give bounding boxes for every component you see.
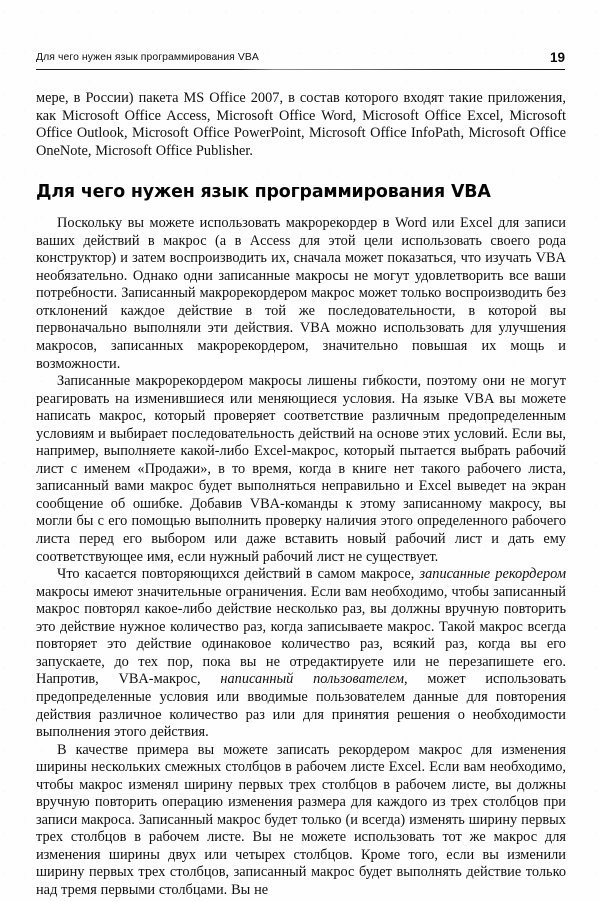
paragraph-text-segment: макросы имеют значительные ограничения. Если вам необходимо, чтобы записанный макрос повторял какое-либо действие несколько раз, вы должны вручную повторить это действие нужное количество раз, когда записываете макрос. Такой макрос всегда повторяет это действие одинаковое количество раз, всякий раз, когда вы его запускаете, до тех пор, пока вы не отредактируете или не перезапишете его. Напротив, VBA-макрос,	[36, 583, 566, 688]
emphasis-recorded-by-recorder: записанные рекордером	[419, 566, 566, 583]
paragraph-recorded-macros-limits: Записанные макрорекордером макросы лишены гибкости, поэтому они не могут реагировать на изменившиеся или меняющиеся условия. На языке VBA вы можете написать макрос, который проверяет соответствие различным предопределенным условиям и выбирает последовательность действий на основе этих условий. Если вы, например, выполняете какой-либо Excel-макрос, который пытается выбрать рабочий лист с именем «Продажи», в то время, когда в книге нет такого рабочего листа, записанный вами макрос будет выполняться неправильно и Excel выведет на экран сообщение об ошибке. Добавив VBA-команды к этому записанному макросу, вы могли бы с его помощью выполнить проверку наличия этого определенного рабочего листа перед его выбором или даже вставить новый рабочий лист и дать ему соответствующее имя, если нужный рабочий лист не существует.	[36, 373, 566, 565]
paragraph-macro-recorder-intro: Поскольку вы можете использовать макрорекордер в Word или Excel для записи ваших действий в макрос (а в Access для этой цели использовать своего рода конструктор) и затем воспроизводить их, сначала может показаться, что изучать VBA необязательно. Однако одни записанные макросы не могут удовлетворить все ваши потребности. Записанный макрорекордером макрос может только воспроизводить без отклонений каждое действие в той же последовательности, в которой вы первоначально выполняли эти действия. VBA можно использовать для улучшения макросов, записанных макрорекордером, значительно повышая их мощь и возможности.	[36, 215, 566, 372]
paragraph-text-segment: Что касается повторяющихся действий в самом макросе,	[57, 566, 420, 583]
paragraph-continuation: мере, в России) пакета MS Office 2007, в состав которого входят такие приложения, как Microsoft Office Access, Microsoft Office Word, Microsoft Office Excel, Microsoft Office Outlook, Microsoft Office PowerPoint, Microsoft Office InfoPath, Microsoft Office OneNote, Microsoft Office Publisher.	[36, 90, 566, 159]
running-head	[36, 52, 565, 76]
running-head-title: Для чего нужен язык программирования VBA	[36, 52, 259, 63]
emphasis-written-by-user: написанный пользователем	[220, 671, 404, 688]
paragraph-repeating-actions	[36, 566, 566, 741]
header-rule	[36, 69, 565, 70]
body-text-column	[36, 90, 566, 900]
section-heading: Для чего нужен язык программирования VBA	[36, 182, 491, 203]
section-heading-block	[36, 160, 566, 215]
page-number: 19	[549, 50, 565, 65]
paragraph-text-segment: , может использовать предопределенные условия или вводимые пользователем данные для повторения действия различное количество раз или для принятия решения о необходимости выполнения этого действия.	[36, 671, 566, 741]
paragraph-column-width-example: В качестве примера вы можете записать рекордером макрос для изменения ширины нескольких смежных столбцов в рабочем листе Excel. Если вам необходимо, чтобы макрос изменял ширину первых трех столбцов в рабочем листе, вы должны вручную повторить операцию изменения размера для каждого из трех столбцов при записи макроса. Записанный макрос будет только (и всегда) изменять ширину первых трех столбцов в рабочем листе. Вы не можете использовать тот же макрос для изменения ширины двух или четырех столбцов. Кроме того, если вы изменили ширину первых трех столбцов, записанный макрос будет выполнять действие только над тремя первыми столбцами. Вы не	[36, 741, 566, 898]
